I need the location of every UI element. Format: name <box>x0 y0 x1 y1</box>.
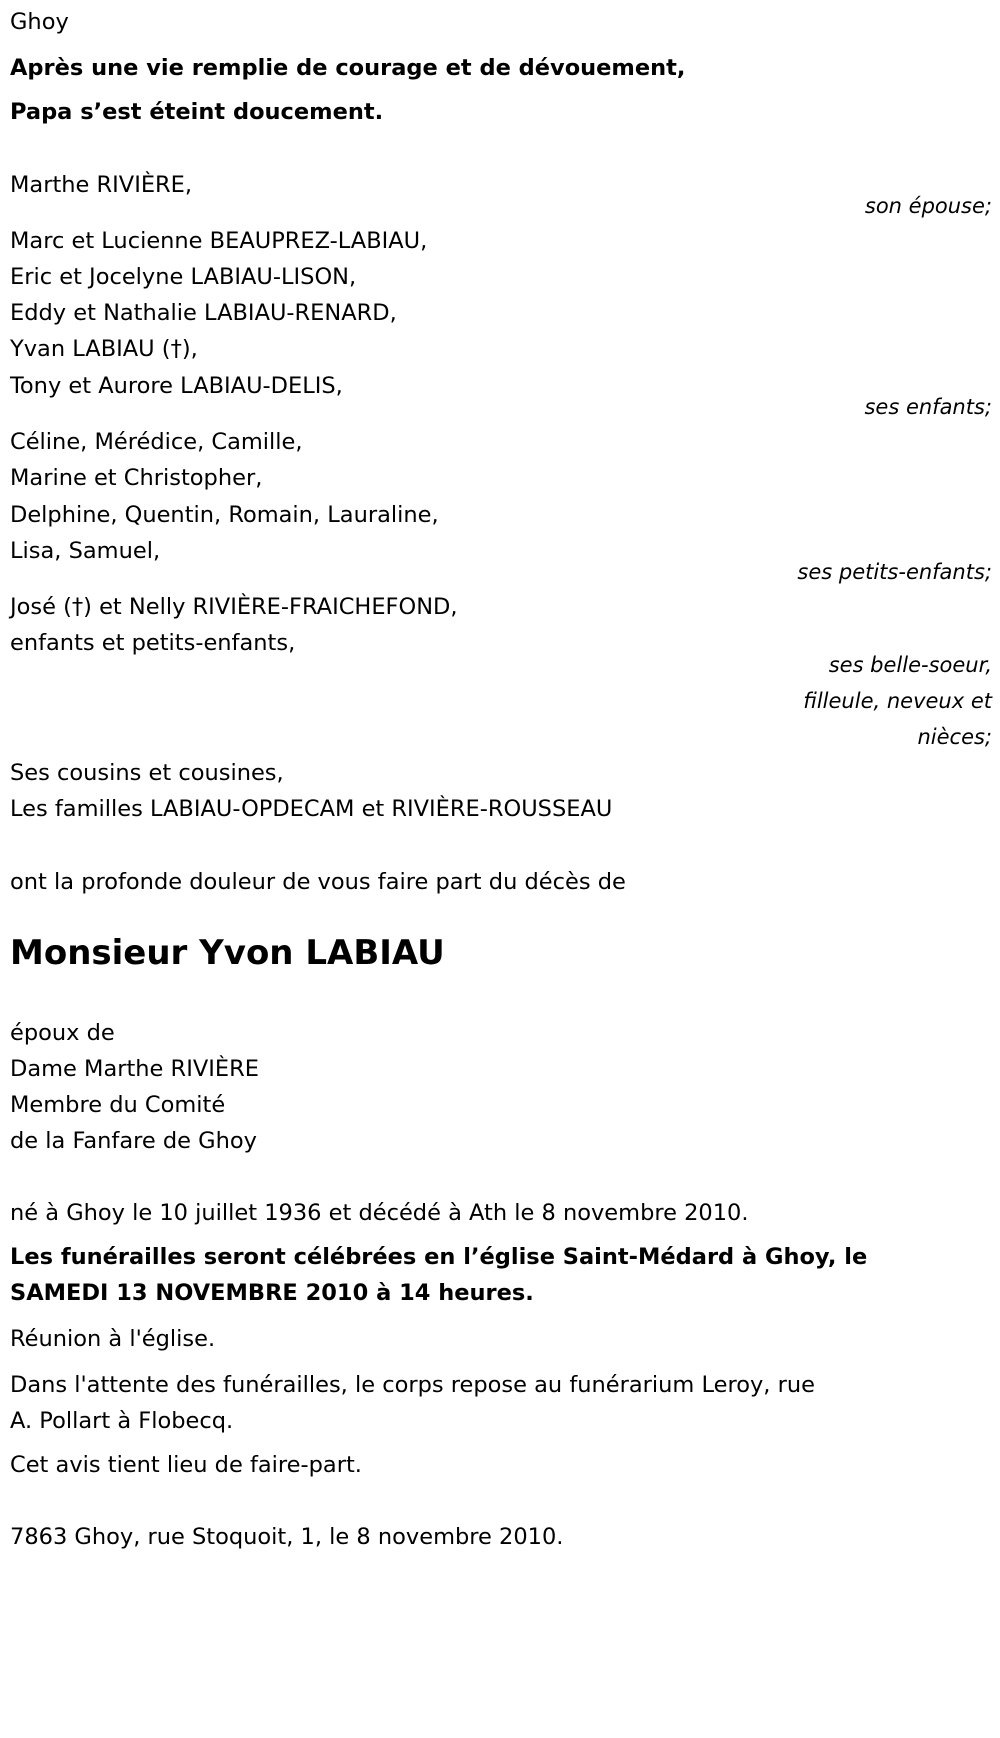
grandchildren-1: Céline, Mérédice, Camille, <box>10 429 303 455</box>
in-laws-relation-3: nièces; <box>917 725 992 749</box>
children-relation: ses enfants; <box>864 395 992 419</box>
grandchildren-4: Lisa, Samuel, <box>10 538 161 564</box>
child-4: Yvan LABIAU (†), <box>10 336 198 362</box>
others-1: Ses cousins et cousines, <box>10 760 284 786</box>
meeting: Réunion à l'église. <box>10 1326 216 1352</box>
funeral-line-1: Les funérailles seront célébrées en l’église Saint-Médard à Ghoy, le <box>10 1244 868 1270</box>
in-laws-2: enfants et petits-enfants, <box>10 630 296 656</box>
grandchildren-3: Delphine, Quentin, Romain, Lauraline, <box>10 502 439 528</box>
address-date: 7863 Ghoy, rue Stoquoit, 1, le 8 novembre 2010. <box>10 1524 564 1550</box>
child-1: Marc et Lucienne BEAUPREZ-LABIAU, <box>10 228 428 254</box>
birth-death: né à Ghoy le 10 juillet 1936 et décédé à Ath le 8 novembre 2010. <box>10 1200 749 1226</box>
in-laws-relation-2: filleule, neveux et <box>803 689 992 713</box>
in-laws-1: José (†) et Nelly RIVIÈRE-FRAICHEFOND, <box>10 594 458 620</box>
rest-place-1: Dans l'attente des funérailles, le corps repose au funérarium Leroy, rue <box>10 1372 815 1398</box>
detail-4: de la Fanfare de Ghoy <box>10 1128 257 1154</box>
notice: Cet avis tient lieu de faire-part. <box>10 1452 362 1478</box>
deceased-name: Monsieur Yvon LABIAU <box>10 933 445 973</box>
announcement: ont la profonde douleur de vous faire part du décès de <box>10 869 626 895</box>
child-5: Tony et Aurore LABIAU-DELIS, <box>10 373 343 399</box>
child-3: Eddy et Nathalie LABIAU-RENARD, <box>10 300 397 326</box>
grandchildren-2: Marine et Christopher, <box>10 465 263 491</box>
rest-place-2: A. Pollart à Flobecq. <box>10 1408 234 1434</box>
in-laws-relation-1: ses belle-soeur, <box>828 653 992 677</box>
location: Ghoy <box>10 9 69 35</box>
spouse-name: Marthe RIVIÈRE, <box>10 172 193 198</box>
grandchildren-relation: ses petits-enfants; <box>797 560 992 584</box>
others-2: Les familles LABIAU-OPDECAM et RIVIÈRE-ROUSSEAU <box>10 796 613 822</box>
detail-2: Dame Marthe RIVIÈRE <box>10 1056 259 1082</box>
detail-1: époux de <box>10 1020 115 1046</box>
child-2: Eric et Jocelyne LABIAU-LISON, <box>10 264 357 290</box>
spouse-relation: son épouse; <box>864 194 992 218</box>
intro-line-1: Après une vie remplie de courage et de dévouement, <box>10 55 686 81</box>
funeral-line-2: SAMEDI 13 NOVEMBRE 2010 à 14 heures. <box>10 1280 534 1306</box>
detail-3: Membre du Comité <box>10 1092 226 1118</box>
intro-line-2: Papa s’est éteint doucement. <box>10 99 384 125</box>
